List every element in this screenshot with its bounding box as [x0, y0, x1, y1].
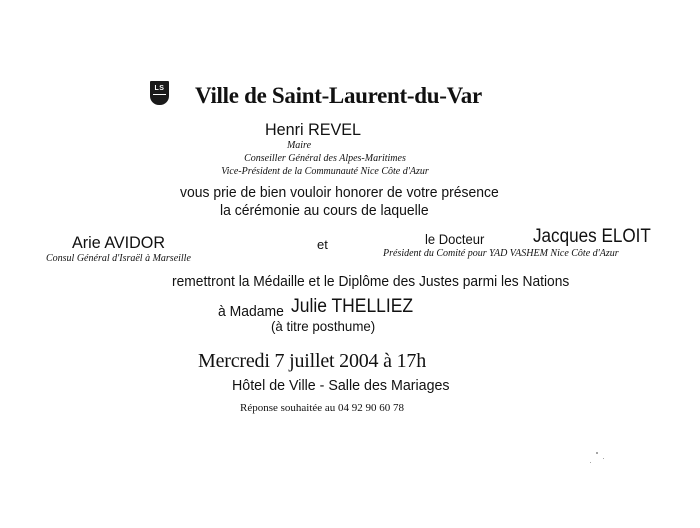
- honoree-note: (à titre posthume): [271, 318, 376, 334]
- rsvp-line: Réponse souhaitée au 04 92 90 60 78: [240, 402, 405, 414]
- invitation-line-2: la cérémonie au cours de laquelle: [220, 202, 429, 219]
- event-date: Mercredi 7 juillet 2004 à 17h: [198, 350, 427, 372]
- invitation-line-1: vous prie de bien vouloir honorer de votre présence: [180, 184, 499, 201]
- honoree-prefix: à Madame: [218, 303, 284, 320]
- scan-speck: [596, 452, 598, 454]
- host-role-line-1: Conseiller Général des Alpes-Maritimes: [244, 153, 406, 164]
- presenter-left-role: Consul Général d'Israël à Marseille: [46, 253, 191, 264]
- host-role-line-2: Vice-Président de la Communauté Nice Côte d'Azur: [221, 166, 429, 177]
- scan-speck: [603, 458, 604, 459]
- crest-bar: [153, 94, 166, 95]
- host-name: Henri REVEL: [265, 120, 362, 139]
- presenter-left-name: Arie AVIDOR: [72, 233, 166, 252]
- presenter-right-prefix: le Docteur: [425, 231, 485, 247]
- scan-speck: [590, 462, 591, 463]
- town-title: Ville de Saint-Laurent-du-Var: [195, 83, 482, 108]
- town-crest-logo: [150, 81, 169, 105]
- crest-letters: LS: [154, 85, 165, 92]
- presenter-right-role: Président du Comité pour YAD VASHEM Nice Côte d'Azur: [383, 248, 619, 259]
- host-title: Maire: [286, 140, 312, 151]
- conjunction: et: [317, 237, 328, 252]
- event-venue: Hôtel de Ville - Salle des Mariages: [232, 377, 450, 394]
- presenter-right-name: Jacques ELOIT: [533, 226, 651, 247]
- award-text: remettront la Médaille et le Diplôme des Justes parmi les Nations: [172, 273, 570, 290]
- honoree-name: Julie THELLIEZ: [291, 296, 414, 317]
